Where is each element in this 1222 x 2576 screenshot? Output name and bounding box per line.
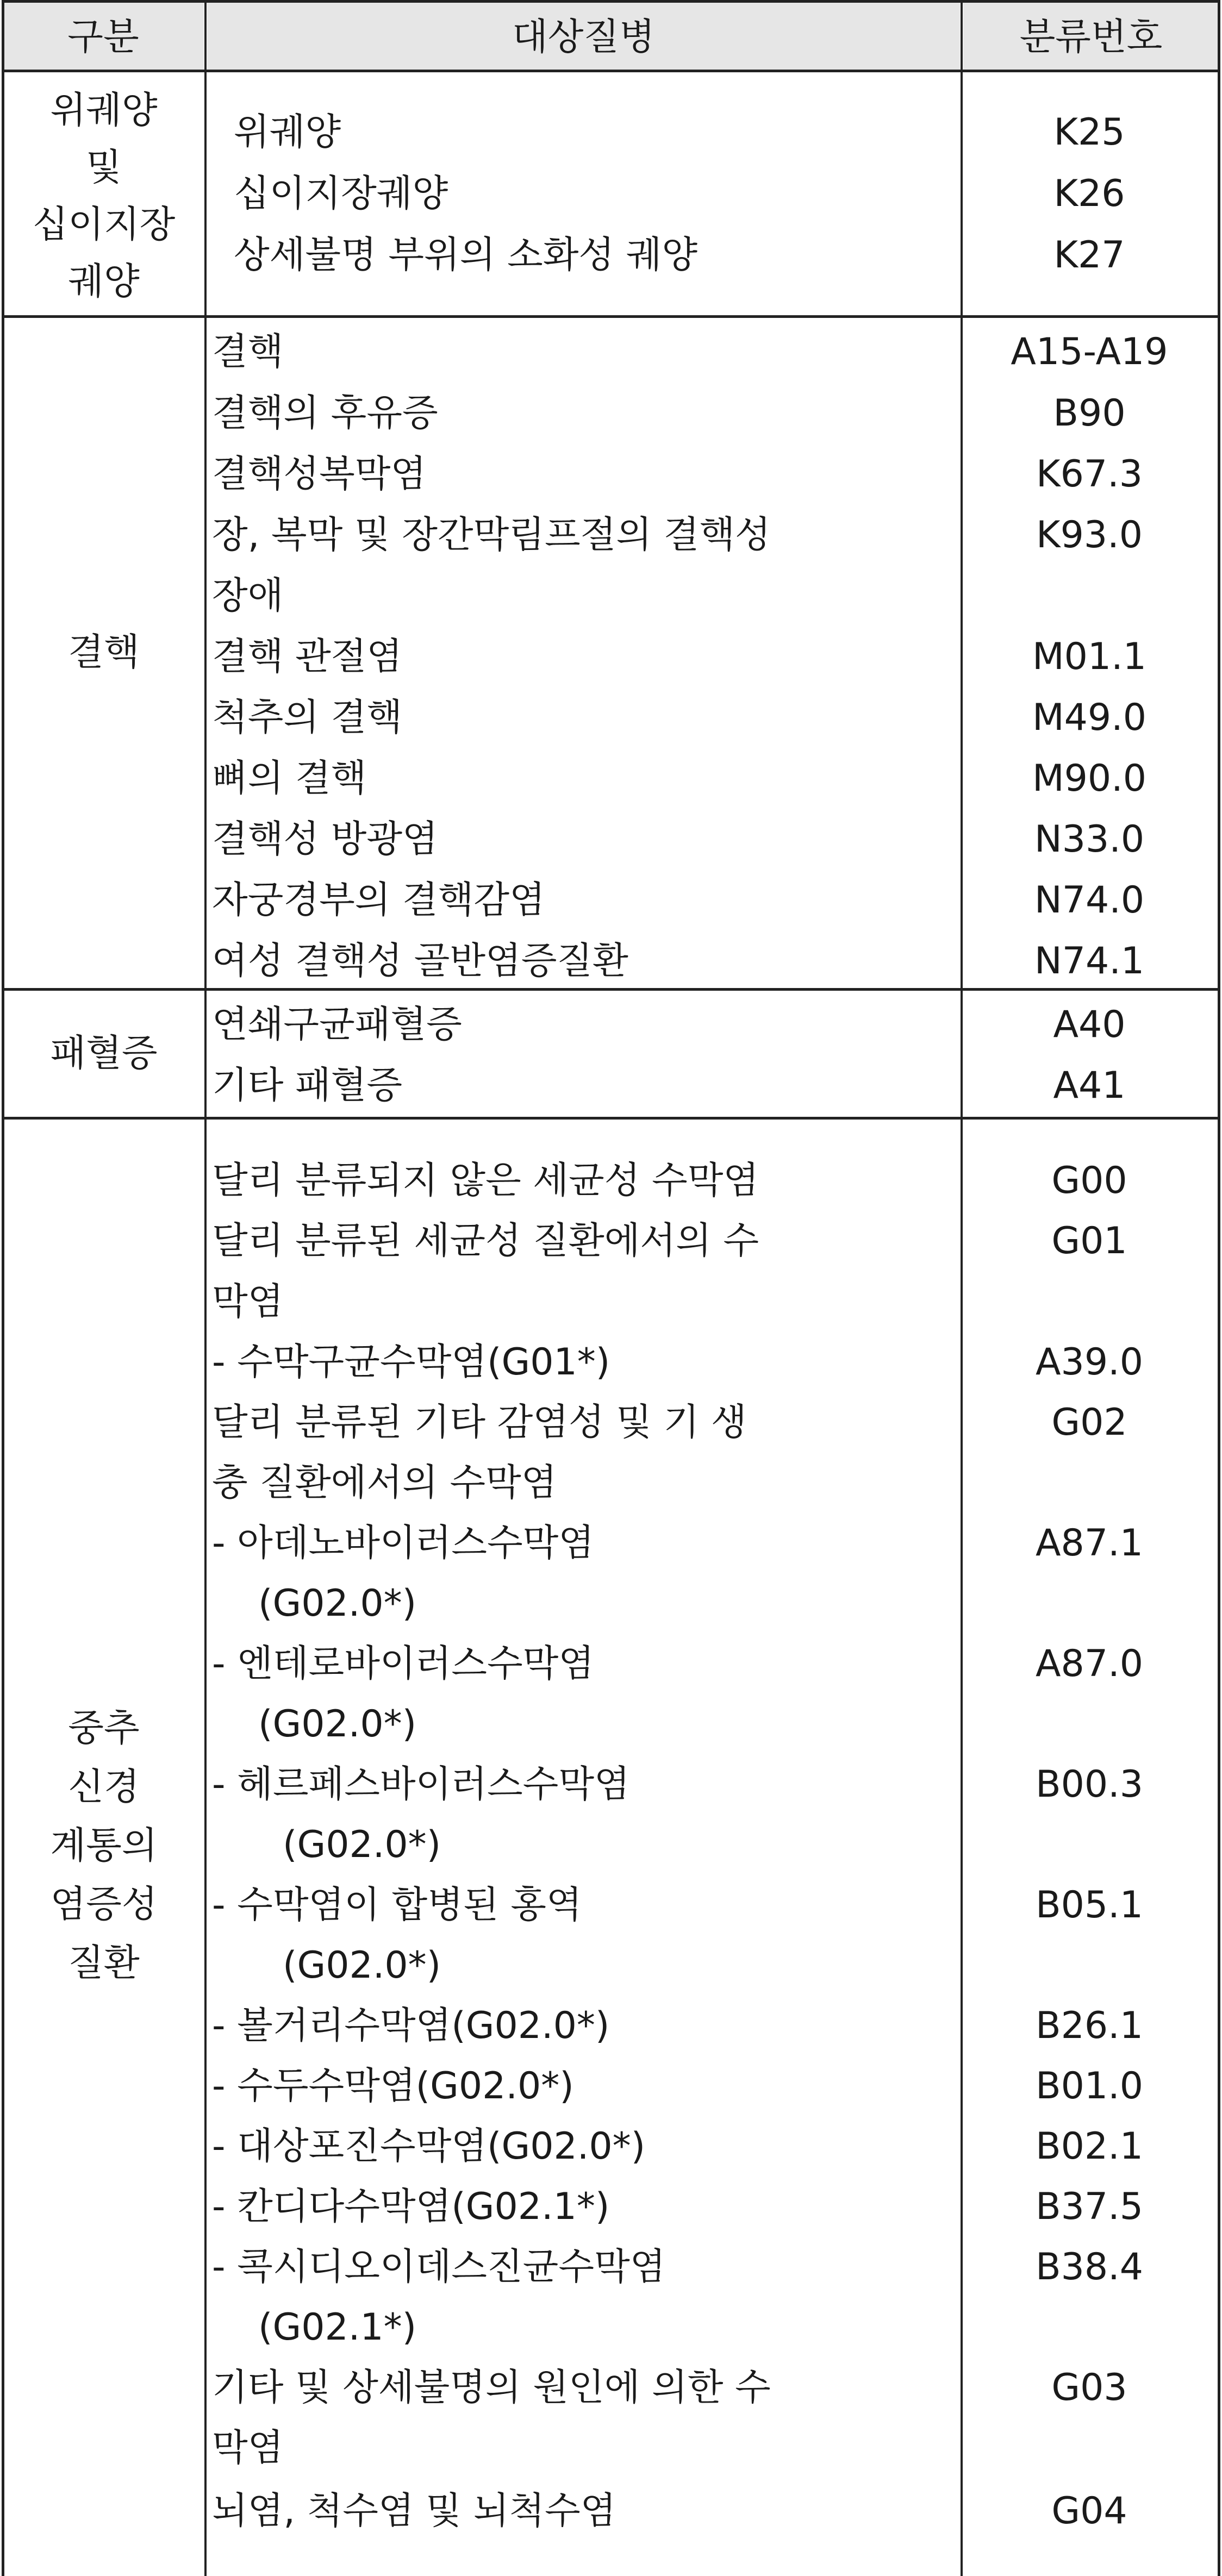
category-line: 염증성 bbox=[50, 1883, 158, 1926]
disease-name: (G02.0*) bbox=[283, 1823, 441, 1866]
classification-code: B02.1 bbox=[1035, 2125, 1144, 2168]
disease-name: - 볼거리수막염(G02.0*) bbox=[212, 2004, 610, 2047]
category-line: 질환 bbox=[68, 1942, 140, 1985]
group-separator bbox=[2, 1117, 1220, 1120]
disease-name: (G02.0*) bbox=[283, 1944, 441, 1987]
classification-code: A41 bbox=[1053, 1064, 1126, 1107]
classification-code: K27 bbox=[1053, 234, 1125, 277]
classification-code: A87.0 bbox=[1036, 1642, 1143, 1685]
disease-name: 기타 패혈증 bbox=[212, 1064, 403, 1107]
classification-code: N33.0 bbox=[1034, 818, 1145, 861]
classification-code: A40 bbox=[1053, 1003, 1126, 1046]
category-line: 위궤양 bbox=[50, 89, 158, 132]
disease-name: 결핵의 후유증 bbox=[212, 392, 438, 435]
classification-code: N74.0 bbox=[1034, 879, 1145, 922]
disease-name: 상세불명 부위의 소화성 궤양 bbox=[234, 234, 698, 277]
classification-code: B26.1 bbox=[1035, 2004, 1144, 2047]
border-left bbox=[2, 0, 4, 2576]
divider-category bbox=[204, 0, 207, 2576]
classification-code: B05.1 bbox=[1035, 1884, 1144, 1927]
classification-code: A39.0 bbox=[1036, 1341, 1143, 1384]
header-separator bbox=[2, 70, 1220, 72]
category-line: 중추 bbox=[68, 1707, 140, 1750]
disease-name: (G02.0*) bbox=[258, 1582, 417, 1625]
disease-name: 여성 결핵성 골반염증질환 bbox=[212, 940, 628, 983]
disease-name: - 수막염이 합병된 홍역 bbox=[212, 1884, 582, 1927]
disease-name: - 콕시디오이데스진균수막염 bbox=[212, 2246, 666, 2289]
disease-name: 달리 분류된 기타 감염성 및 기 생 bbox=[212, 1401, 747, 1444]
disease-name: (G02.1*) bbox=[258, 2306, 417, 2349]
disease-name: 결핵 관절염 bbox=[212, 635, 403, 678]
classification-code: B37.5 bbox=[1035, 2185, 1144, 2228]
classification-code: B00.3 bbox=[1035, 1763, 1144, 1806]
disease-name: 척추의 결핵 bbox=[212, 696, 403, 739]
classification-code: G00 bbox=[1051, 1159, 1127, 1202]
classification-code: K67.3 bbox=[1036, 453, 1143, 496]
disease-name: 기타 및 상세불명의 원인에 의한 수 bbox=[212, 2366, 771, 2409]
disease-name: - 아데노바이러스수막염 bbox=[212, 1522, 595, 1565]
classification-code: B01.0 bbox=[1035, 2065, 1144, 2108]
disease-name: 자궁경부의 결핵감염 bbox=[212, 879, 545, 922]
disease-name: 위궤양 bbox=[234, 111, 341, 154]
header-category: 구분 bbox=[67, 16, 139, 59]
classification-code: A87.1 bbox=[1036, 1522, 1143, 1565]
classification-code: N74.1 bbox=[1034, 940, 1145, 983]
disease-name: 결핵성 방광염 bbox=[212, 818, 438, 861]
disease-name: 충 질환에서의 수막염 bbox=[212, 1461, 557, 1504]
disease-name: - 수막구균수막염(G01*) bbox=[212, 1341, 610, 1384]
header-code: 분류번호 bbox=[1019, 16, 1163, 59]
header-disease: 대상질병 bbox=[512, 16, 655, 59]
category-line: 패혈증 bbox=[50, 1032, 158, 1075]
disease-name: 장, 복막 및 장간막림프절의 결핵성 bbox=[212, 514, 771, 557]
disease-name: 뼈의 결핵 bbox=[212, 757, 367, 800]
disease-name: 달리 분류되지 않은 세균성 수막염 bbox=[212, 1159, 759, 1202]
disease-name: (G02.0*) bbox=[258, 1703, 417, 1746]
classification-code: G03 bbox=[1051, 2366, 1127, 2409]
classification-code: M49.0 bbox=[1032, 696, 1147, 739]
disease-name: - 대상포진수막염(G02.0*) bbox=[212, 2125, 646, 2168]
disease-name: - 칸디다수막염(G02.1*) bbox=[212, 2185, 610, 2228]
group-separator bbox=[2, 315, 1220, 318]
disease-name: 달리 분류된 세균성 질환에서의 수 bbox=[212, 1220, 759, 1262]
category-line: 및 bbox=[86, 146, 122, 189]
classification-code: K93.0 bbox=[1036, 514, 1143, 557]
disease-name: 연쇄구균패혈증 bbox=[212, 1003, 462, 1046]
category-line: 신경 bbox=[68, 1766, 140, 1809]
disease-name: - 엔테로바이러스수막염 bbox=[212, 1642, 595, 1685]
border-right bbox=[1218, 0, 1220, 2576]
disease-name: 결핵 bbox=[212, 330, 284, 373]
disease-name: 막염 bbox=[212, 1280, 284, 1323]
classification-code: B90 bbox=[1053, 392, 1126, 435]
classification-code: K26 bbox=[1053, 172, 1125, 215]
disease-name: - 헤르페스바이러스수막염 bbox=[212, 1763, 630, 1806]
category-line: 결핵 bbox=[68, 631, 140, 674]
disease-name: 뇌염, 척수염 및 뇌척수염 bbox=[212, 2490, 616, 2533]
category-line: 십이지장 bbox=[32, 203, 176, 246]
disease-name: 십이지장궤양 bbox=[234, 172, 448, 215]
classification-code: G01 bbox=[1051, 1220, 1127, 1262]
classification-code: K25 bbox=[1053, 111, 1125, 154]
disease-name: - 수두수막염(G02.0*) bbox=[212, 2065, 574, 2108]
classification-code: A15-A19 bbox=[1011, 330, 1168, 373]
disease-name: 장애 bbox=[212, 574, 284, 617]
classification-code: G02 bbox=[1051, 1401, 1127, 1444]
classification-code: M90.0 bbox=[1032, 757, 1147, 800]
classification-code: M01.1 bbox=[1032, 635, 1147, 678]
category-line: 계통의 bbox=[50, 1824, 158, 1867]
disease-name: 막염 bbox=[212, 2427, 284, 2469]
category-line: 궤양 bbox=[68, 260, 140, 303]
classification-code: B38.4 bbox=[1035, 2246, 1144, 2289]
classification-code: G04 bbox=[1051, 2490, 1127, 2533]
border-top bbox=[2, 0, 1220, 3]
disease-name: 결핵성복막염 bbox=[212, 453, 427, 496]
